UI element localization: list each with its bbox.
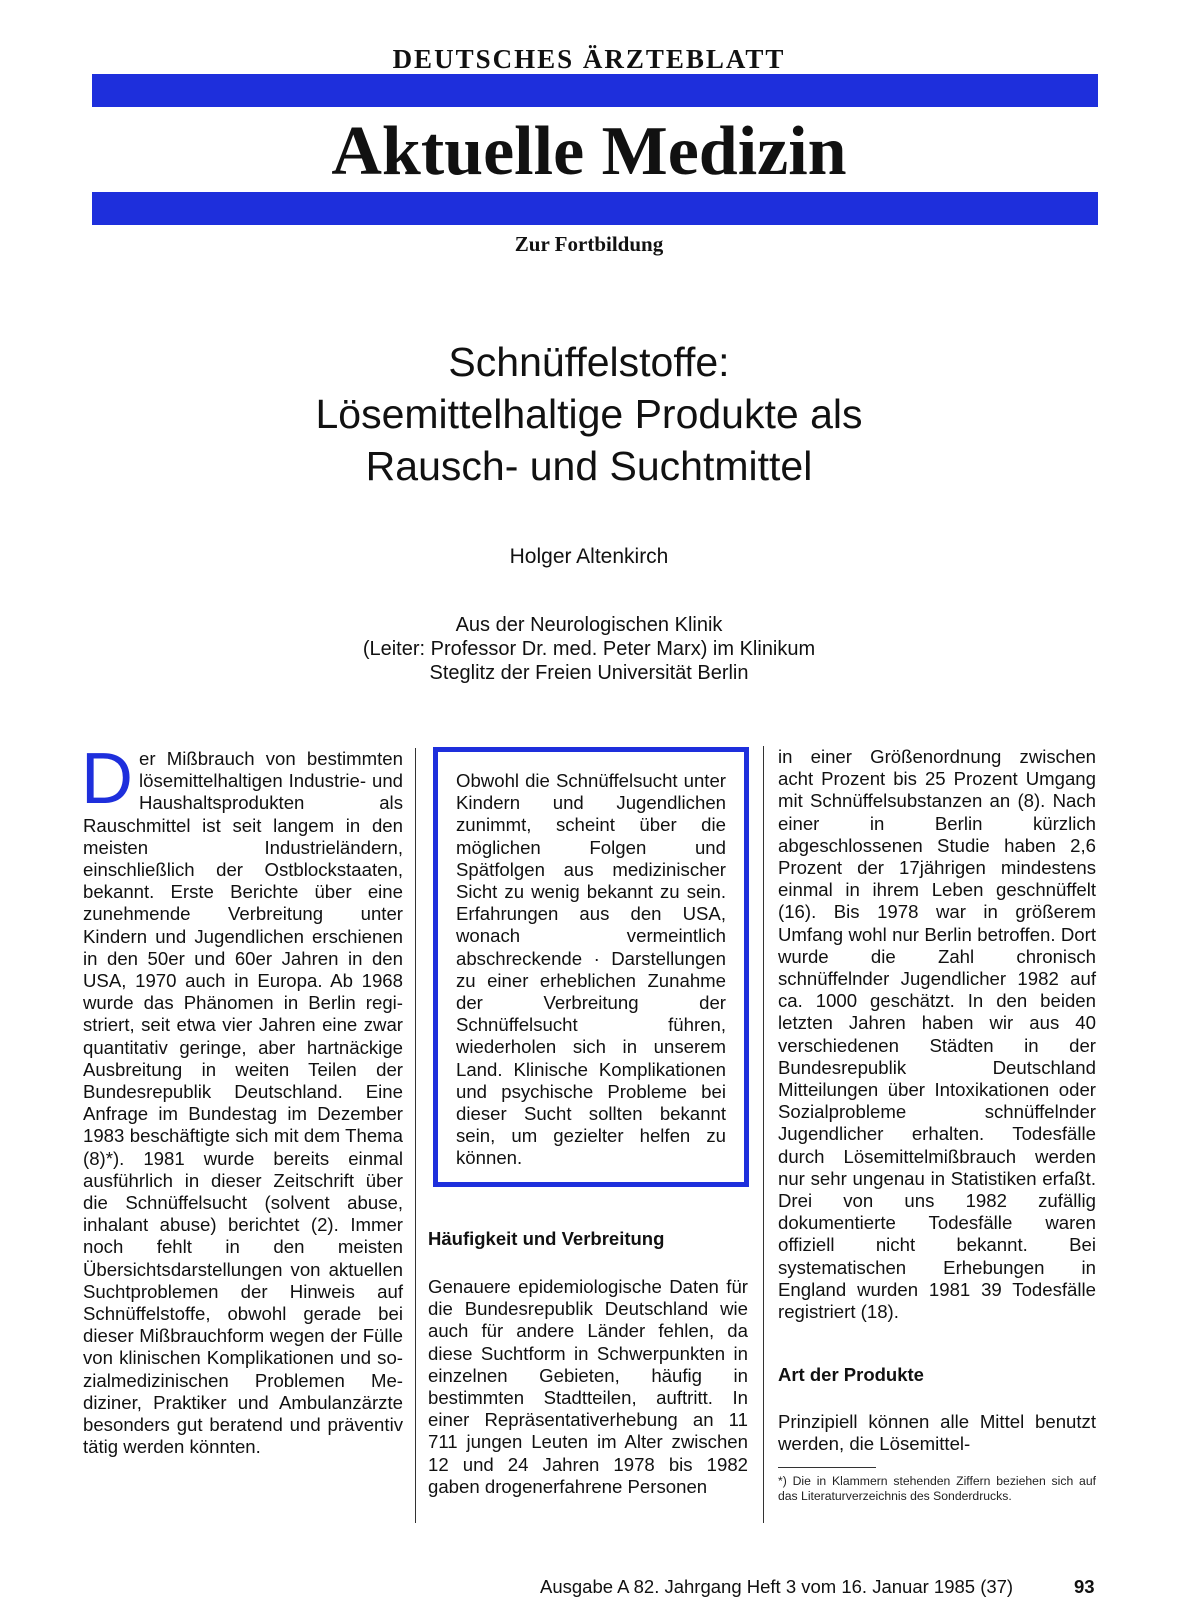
column-divider — [763, 746, 764, 1523]
column-divider — [415, 748, 416, 1523]
issue-line: Ausgabe A 82. Jahrgang Heft 3 vom 16. Januar 1985 (37) — [540, 1576, 1014, 1597]
section-title: Aktuelle Medizin — [331, 113, 847, 190]
page-number: 93 — [1074, 1576, 1095, 1597]
masthead-bottom-bar — [92, 192, 1098, 225]
products-paragraph: Prinzipiell können alle Mittel benutzt werden, die Lösemittel- — [778, 1411, 1096, 1455]
footnote: *) Die in Klammern stehenden Ziffern beziehen sich auf das Literaturverzeichnis des Sonderdrucks. — [778, 1474, 1096, 1503]
masthead-top-bar — [92, 74, 1098, 107]
affiliation — [0, 613, 1178, 685]
affiliation-line: (Leiter: Professor Dr. med. Peter Marx) im Klinikum — [362, 638, 816, 660]
column-1-text: er Mißbrauch von bestimmten lösemittelhaltigen Industrie- und Haushaltsprodukten als Rauschmittel ist seit langem in den meisten Industrieländern, einschließlich der Ostblockstaaten, bekannt. Erste Berichte über eine zunehmende Verbreitung unter Kindern und Jugendlichen erschienen in den 50er und 60er Jahren in den USA, 1970 auch in Europa. Ab 1968 wurde das Phänomen in Berlin registriert, seit etwa vier Jahren eine zwar quantitativ geringe, aber hartnäckige Ausbreitung in weiten Teilen der Bundesrepublik Deutschland. Eine Anfrage im Bundestag im Dezember 1983 beschäftigte sich mit dem Thema (8)*). 1981 wurde bereits einmal ausführlich in dieser Zeitschrift über die Schnüffelsucht (solvent abuse, inhalant abuse) berichtet (2). Immer noch fehlt in den meisten Übersichtsdarstellungen von aktuellen Suchtproblemen der Hinweis auf Schnüffelstoffe, obwohl gerade bei dieser Mißbrauchform wegen der Fülle von klinischen Komplikationen und sozialmedizinischen Problemen Mediziner, Praktiker und Ambulanzärzte besonders gut beratend und präventiv tätig werden könnten. — [83, 748, 403, 1458]
subsection-label: Zur Fortbildung — [514, 232, 664, 256]
affiliation-line: Steglitz der Freien Universität Berlin — [429, 662, 749, 684]
title-line: Rausch- und Suchtmittel — [365, 443, 813, 489]
author-name: Holger Altenkirch — [509, 545, 669, 568]
body-column-2: Genauere epidemiologische Daten für die Bundesrepublik Deutschland wie auch für andere Länder fehlen, da diese Suchtform in Schwerpunkten in einzelnen Gebieten, häufig in bestimmten Stadtteilen, auftritt. In einer Repräsentativerhebung an 11 711 jungen Leuten im Alter zwischen 12 und 24 Jahren 1978 bis 1982 gaben drogenerfahrene Personen — [428, 1276, 748, 1497]
drop-cap: D — [81, 739, 133, 819]
abstract-text: Obwohl die Schnüffelsucht unter Kindern und Jugendlichen zunimmt, scheint über die möglichen Folgen und Spätfolgen aus medizinischer Sicht zu wenig bekannt zu sein. Erfahrungen aus den USA, wonach vermeintlich abschreckende · Darstellungen zu einer erheblichen Zunahme der Verbreitung der Schnüffelsucht führen, wiederholen sich in unserem Land. Klinische Komplikationen und psychische Probleme bei dieser Sucht sollten bekannt sein, um gezielter helfen zu können. — [456, 770, 726, 1169]
affiliation-line: Aus der Neurologischen Klinik — [455, 614, 723, 636]
footnote-rule — [778, 1467, 876, 1468]
heading-frequency: Häufigkeit und Verbreitung — [428, 1228, 665, 1249]
title-line: Schnüffelstoffe: — [448, 339, 730, 385]
title-line: Lösemittelhaltige Produkte als — [315, 391, 863, 437]
body-column-1 — [81, 739, 403, 1459]
article-title — [0, 336, 1178, 492]
body-column-3: in einer Größenordnung zwischen acht Prozent bis 25 Prozent Umgang mit Schnüffelsubstanzen an (8). Nach einer in Berlin kürzlich abgeschlossenen Studie haben 2,6 Prozent der 17jährigen mindestens einmal in ihrem Leben geschnüffelt (16). Bis 1978 war in größerem Umfang wohl nur Berlin betroffen. Dort wurde die Zahl chronisch schnüffelnder Jugendlicher 1982 auf ca. 1000 geschätzt. In den beiden letzten Jahren haben wir aus 40 verschiedenen Städten in der Bundesrepublik Deutschland Mitteilungen über Intoxikationen oder Sozialprobleme schnüffelnder Jugendlicher erhalten. Todesfälle durch Lösemittelmißbrauch werden nur sehr ungenau in Statistiken erfaßt. Drei von uns 1982 zufällig dokumentierte Todesfälle waren offiziell nicht bekannt. Bei systematischen Erhebungen in England wurden 1981 39 Todesfälle registriert (18). — [778, 746, 1096, 1323]
heading-products: Art der Produkte — [778, 1364, 924, 1385]
journal-name: DEUTSCHES ÄRZTEBLATT — [392, 44, 786, 74]
